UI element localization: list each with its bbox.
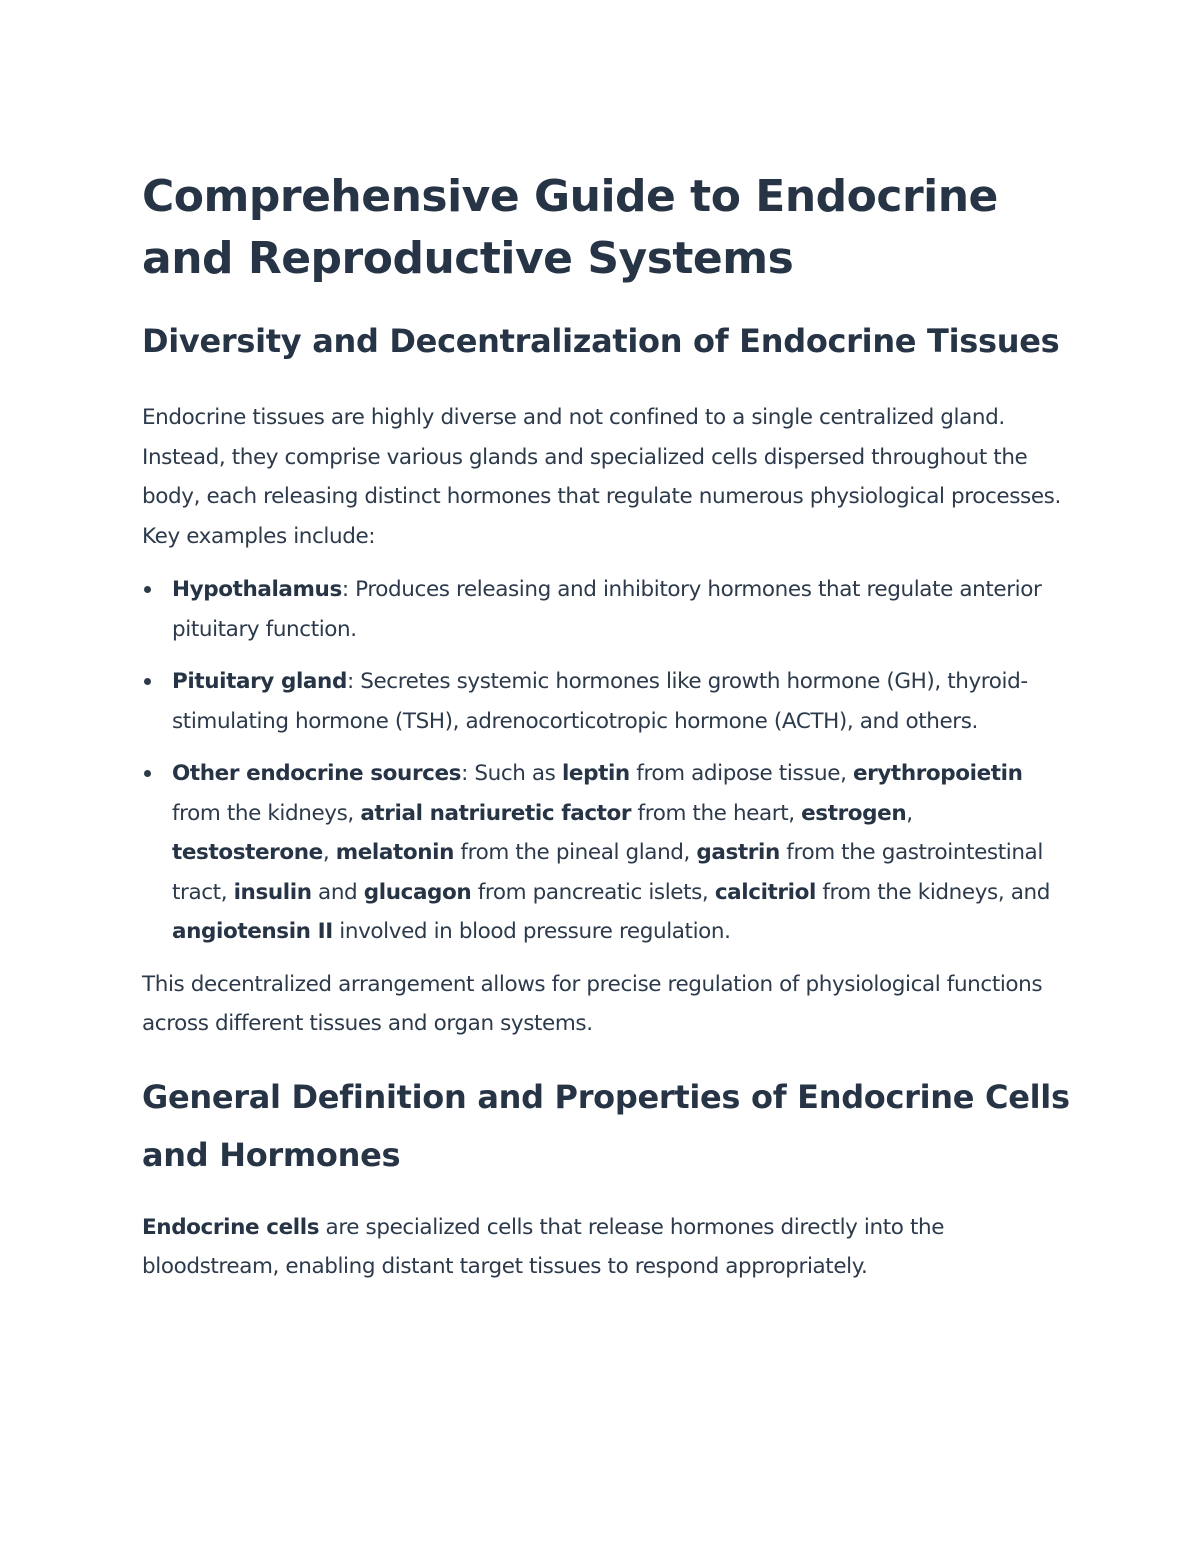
text-segment: from the kidneys,	[172, 800, 361, 826]
term-testosterone: testosterone	[172, 840, 323, 865]
term-insulin: insulin	[233, 879, 312, 905]
list-item-hypothalamus	[142, 570, 1072, 649]
document-title: Comprehensive Guide to Endocrine and Reproductive Systems	[142, 171, 998, 284]
text-segment: from the gastrointestinal tract,	[172, 840, 1043, 905]
term-glucagon: glucagon	[363, 879, 472, 905]
text-segment: and	[311, 879, 364, 905]
closing-paragraph: This decentralized arrangement allows for precise regulation of physiological functions across different tissues and organ systems.	[142, 971, 1043, 1036]
text-segment: involved in blood pressure regulation.	[332, 919, 731, 944]
term-pituitary-gland: Pituitary gland	[172, 669, 347, 694]
list-item-text: : Secretes systemic hormones like growth hormone (GH), thyroid-stimulating hormone (TSH), adrenocorticotropic hormone (ACTH), and others.	[172, 669, 1028, 734]
list-item-pituitary	[142, 662, 1072, 741]
endocrine-examples-list	[142, 570, 1072, 952]
term-estrogen: estrogen	[801, 800, 907, 826]
term-other-endocrine-sources: Other endocrine sources	[172, 761, 462, 786]
document-page	[142, 166, 1072, 1287]
term-calcitriol: calcitriol	[714, 879, 816, 905]
text-segment: ,	[906, 800, 913, 826]
intro-paragraph: Endocrine tissues are highly diverse and not confined to a single centralized gland. Instead, they comprise various glands and specialized cells dispersed throughout the body, each releasing distinct hormones that regulate numerous physiological processes. Key examples include:	[142, 405, 1061, 549]
term-angiotensin-ii: angiotensin II	[172, 919, 333, 944]
text-segment: from the pineal gland,	[454, 840, 697, 865]
term-leptin: leptin	[561, 761, 630, 786]
term-endocrine-cells: Endocrine cells	[142, 1214, 320, 1240]
term-hypothalamus: Hypothalamus	[172, 577, 342, 602]
list-item-other-sources	[142, 754, 1072, 952]
text-segment: from the kidneys, and	[815, 879, 1050, 905]
term-gastrin: gastrin	[696, 840, 780, 865]
endocrine-cells-paragraph	[142, 1208, 1072, 1287]
text-segment: : Such as	[461, 761, 562, 786]
text-segment: from the heart,	[631, 800, 802, 826]
text-segment: ,	[322, 840, 336, 865]
term-atrial-natriuretic-factor: atrial natriuretic factor	[360, 800, 632, 826]
section-heading-definition: General Definition and Properties of Endocrine Cells and Hormones	[142, 1077, 1070, 1174]
paragraph-text: are specialized cells that release hormones directly into the bloodstream, enabling distant target tissues to respond appropriately.	[142, 1214, 945, 1279]
text-segment: from pancreatic islets,	[471, 879, 715, 905]
term-erythropoietin: erythropoietin	[852, 761, 1023, 786]
term-melatonin: melatonin	[335, 840, 454, 865]
section-heading-diversity: Diversity and Decentralization of Endocrine Tissues	[142, 322, 1060, 360]
text-segment: from adipose tissue,	[629, 761, 853, 786]
list-item-text: : Produces releasing and inhibitory hormones that regulate anterior pituitary function.	[172, 577, 1042, 642]
